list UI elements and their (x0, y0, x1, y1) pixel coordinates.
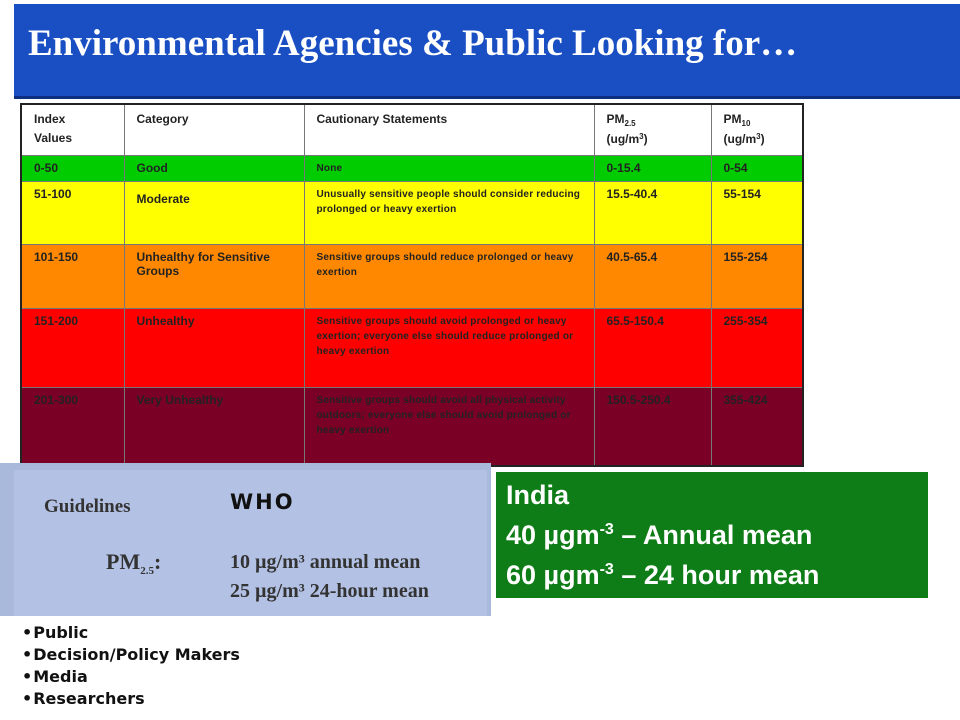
caution-cell: Sensitive groups should reduce prolonged or heavy exertion (304, 245, 594, 309)
table-row (21, 245, 803, 309)
list-item: • Decision/Policy Makers (22, 644, 240, 666)
aqi-table (20, 103, 804, 467)
header-index: Index Values (21, 104, 124, 156)
pm10-cell: 355-424 (711, 388, 803, 466)
pm25-cell: 0-15.4 (594, 156, 711, 182)
india-daily-standard: 60 µgm$^{-3}$ – 24 hour mean (506, 560, 820, 590)
audience-list (22, 622, 240, 710)
caution-cell: Sensitive groups should avoid prolonged or heavy exertion; everyone else should reduce prolonged or heavy exertion (304, 309, 594, 388)
pm25-cell: 65.5-150.4 (594, 309, 711, 388)
pm25-cell: 40.5-65.4 (594, 245, 711, 309)
category-cell: Moderate (124, 182, 304, 245)
header-cautionary: Cautionary Statements (304, 104, 594, 156)
pm10-cell: 0-54 (711, 156, 803, 182)
india-title: India (506, 480, 570, 510)
index-cell: 0-50 (21, 156, 124, 182)
category-cell: Unhealthy (124, 309, 304, 388)
india-standards-panel (496, 472, 928, 598)
caution-cell: Unusually sensitive people should consider reducing prolonged or heavy exertion (304, 182, 594, 245)
category-cell: Very Unhealthy (124, 388, 304, 466)
pm10-cell: 255-354 (711, 309, 803, 388)
index-cell: 151-200 (21, 309, 124, 388)
india-annual-standard: 40 µgm$^{-3}$ – Annual mean (506, 520, 813, 550)
index-cell: 201-300 (21, 388, 124, 466)
category-cell: Good (124, 156, 304, 182)
pm25-label: $PM_{2.5}$: (106, 549, 162, 577)
table-row (21, 182, 803, 245)
header-pm10: $PM_{10}$ $(ug/m^3)$ (711, 104, 803, 156)
index-cell: 101-150 (21, 245, 124, 309)
who-annual-guideline: 10 µg/m³ annual mean (230, 551, 421, 573)
who-daily-guideline: 25 µg/m³ 24-hour mean (230, 580, 429, 602)
pm10-cell: 155-254 (711, 245, 803, 309)
table-row (21, 309, 803, 388)
header-pm25: $PM_{2.5}$ $(ug/m^3)$ (594, 104, 711, 156)
pm10-cell: 55-154 (711, 182, 803, 245)
category-cell: Unhealthy for Sensitive Groups (124, 245, 304, 309)
table-row (21, 388, 803, 466)
who-guidelines-panel (0, 463, 491, 616)
table-row (21, 156, 803, 182)
list-item: • Public (22, 622, 240, 644)
title-banner (14, 4, 960, 99)
guidelines-label: Guidelines (44, 496, 131, 517)
caution-cell: Sensitive groups should avoid all physical activity outdoors; everyone else should avoid prolonged or heavy exertion (304, 388, 594, 466)
pm25-cell: 150.5-250.4 (594, 388, 711, 466)
table-header-row (21, 104, 803, 156)
index-cell: 51-100 (21, 182, 124, 245)
pm25-cell: 15.5-40.4 (594, 182, 711, 245)
who-heading: WHO (230, 490, 295, 514)
header-category: Category (124, 104, 304, 156)
slide-title: Environmental Agencies & Public Looking for… (28, 23, 798, 64)
caution-cell: None (304, 156, 594, 182)
list-item: • Researchers (22, 688, 240, 710)
list-item: • Media (22, 666, 240, 688)
